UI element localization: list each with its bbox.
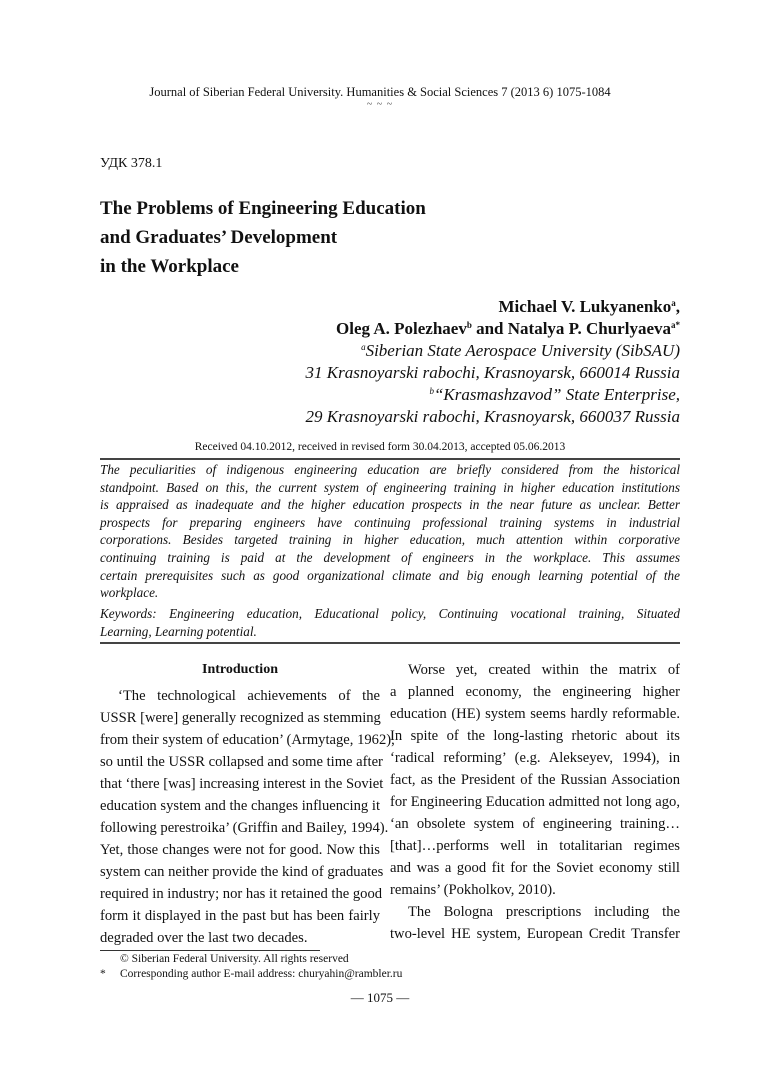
body-line: remains’ (Pokholkov, 2010). xyxy=(390,882,556,898)
title-line: and Graduates’ Development xyxy=(100,227,338,248)
body-line: fact, as the President of the Russian Association xyxy=(390,772,680,788)
affiliation: “Krasmashzavod” State Enterprise, xyxy=(433,385,680,404)
abstract-line: workplace. xyxy=(100,585,159,601)
body-line: system can neither provide the kind of graduates xyxy=(100,864,384,880)
abstract-line: corporations. Besides targeted training in higher education, much attention within corporative xyxy=(100,532,680,548)
abstract-line: standpoint. Based on this, the current system of engineering training in higher education institutions xyxy=(100,479,680,495)
body-line: ‘an obsolete system of engineering training… xyxy=(390,816,680,832)
body-line: that ‘there [was] increasing interest in the Soviet xyxy=(100,776,384,792)
abstract-top-rule xyxy=(100,458,680,460)
body-line: USSR [were] generally recognized as stemming xyxy=(100,710,381,726)
body-line: degraded over the last two decades. xyxy=(100,930,308,946)
body-line: two-level HE system, European Credit Transfer xyxy=(390,926,680,942)
affiliation-mark: a* xyxy=(671,320,680,330)
body-line: education (HE) system seems hardly reformable. xyxy=(390,706,680,722)
udk-code: УДК 378.1 xyxy=(100,156,163,171)
keywords-line: Learning, Learning potential. xyxy=(100,623,257,639)
body-line: and was a good fit for the Soviet economy still xyxy=(390,860,680,876)
author-name: Michael V. Lukyanenko xyxy=(498,297,672,316)
body-line: ‘The technological achievements of the xyxy=(118,688,380,704)
abstract-line: certain prerequisites such as good organizational climate and big enough learning potential of the xyxy=(100,567,680,583)
body-line: following perestroika’ (Griffin and Bailey, 1994). xyxy=(100,820,389,836)
body-line: from their system of education’ (Armytage, 1962), xyxy=(100,732,395,748)
section-heading: Introduction xyxy=(202,662,278,677)
body-line: so until the USSR collapsed and some time after xyxy=(100,754,383,770)
author-name: Oleg A. Polezhaev xyxy=(336,319,467,338)
keywords-line: Keywords: Engineering education, Educational policy, Continuing vocational training, Situated xyxy=(100,606,680,621)
affiliation-address: 29 Krasnoyarski rabochi, Krasnoyarsk, 660037 Russia xyxy=(305,407,680,426)
page-number: — 1075 — xyxy=(350,990,410,1005)
corresponding-author-note: Corresponding author E-mail address: churyahin@rambler.ru xyxy=(120,968,403,980)
punctuation: , xyxy=(675,297,680,316)
article-title xyxy=(100,194,426,281)
affiliation: Siberian State Aerospace University (SibSAU) xyxy=(365,341,680,360)
title-line: The Problems of Engineering Education xyxy=(100,198,426,219)
affiliation-mark: b xyxy=(429,386,434,396)
affiliation-address: 31 Krasnoyarski rabochi, Krasnoyarsk, 660014 Russia xyxy=(305,363,680,382)
body-line: Worse yet, created within the matrix of xyxy=(408,662,680,678)
abstract-line: prospects for preparing engineers have continuing professional training systems in industrial xyxy=(100,514,680,530)
affiliation-mark: b xyxy=(466,320,472,330)
abstract-bottom-rule xyxy=(100,642,680,644)
title-line: in the Workplace xyxy=(100,256,239,277)
abstract-line: The peculiarities of indigenous engineering education are briefly considered from the historical xyxy=(100,462,680,477)
body-line: In spite of the long-lasting rhetoric about its xyxy=(390,728,680,744)
author-name: and Natalya P. Churlyaeva xyxy=(471,319,671,338)
footnote-rule xyxy=(100,950,320,951)
body-line: ‘radical reforming’ (e.g. Alekseyev, 1994), in xyxy=(390,750,680,766)
header-ornament: ~ ~ ~ xyxy=(366,99,394,110)
received-dates: Received 04.10.2012, received in revised form 30.04.2013, accepted 05.06.2013 xyxy=(194,441,566,453)
body-line: [that]…performs well in totalitarian regimes xyxy=(390,838,680,854)
affiliation-mark: a xyxy=(361,342,366,352)
authors-block xyxy=(306,296,680,428)
body-line: Yet, those changes were not for good. Now this xyxy=(100,842,380,858)
journal-header: Journal of Siberian Federal University. Humanities & Social Sciences 7 (2013 6) 1075-1084 xyxy=(149,85,611,99)
body-line: required in industry; nor has it retained the good xyxy=(100,886,383,902)
body-line: form it displayed in the past but has been fairly xyxy=(100,908,380,924)
copyright-note: © Siberian Federal University. All rights reserved xyxy=(120,953,349,965)
footnote-star: * xyxy=(100,968,106,980)
body-line: a planned economy, the engineering higher xyxy=(390,684,680,700)
body-line: education system and the changes influencing it xyxy=(100,798,380,814)
abstract-line: is appraised as inadequate and the higher education prospects in the near future as unclear. Better xyxy=(100,497,680,513)
abstract-line: continuing training is paid at the development of engineers in the workplace. This assumes xyxy=(100,550,680,565)
body-line: The Bologna prescriptions including the xyxy=(408,904,680,920)
affiliation-mark: a xyxy=(671,298,676,308)
body-line: for Engineering Education admitted not long ago, xyxy=(390,794,680,810)
